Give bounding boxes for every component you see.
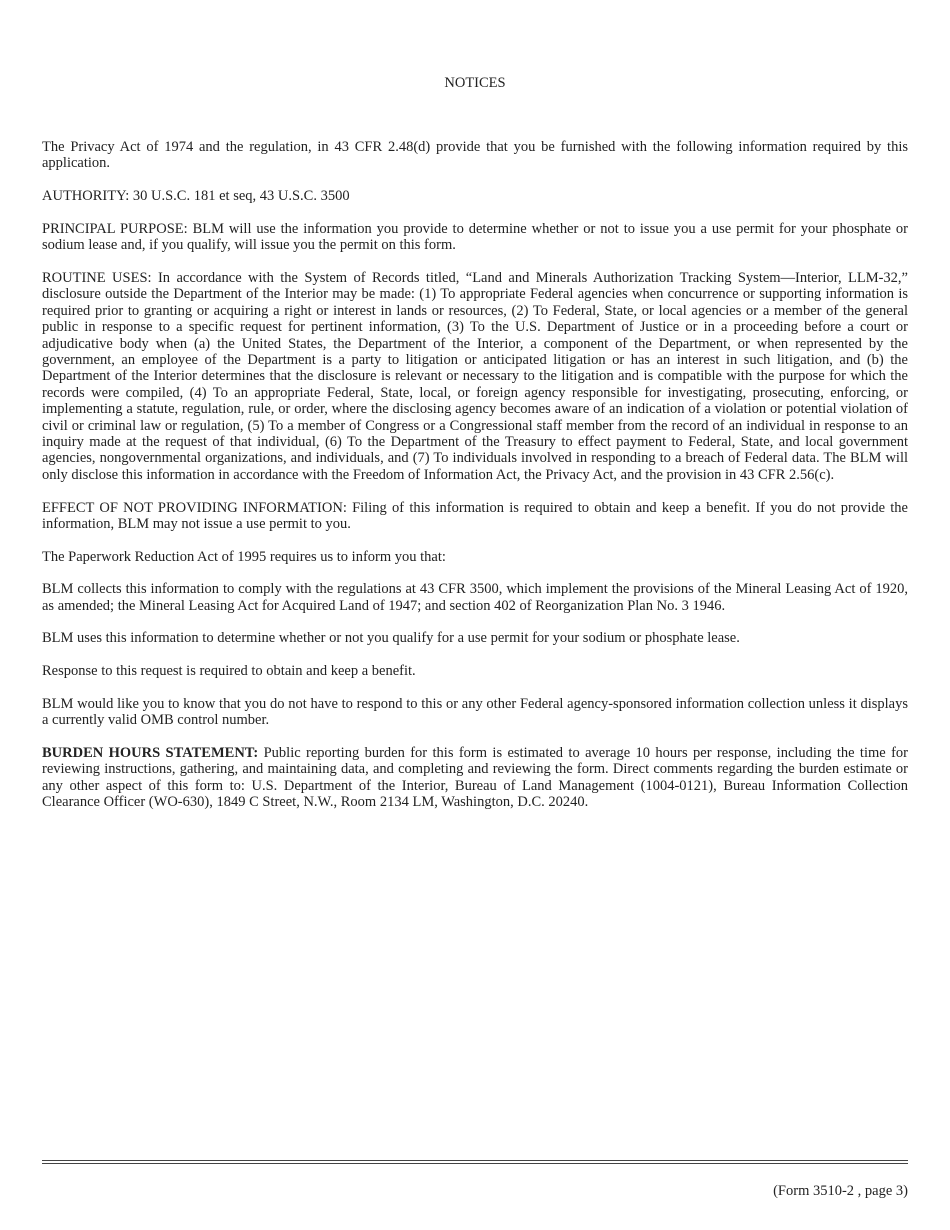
page-title: NOTICES: [444, 75, 506, 91]
privacy-act-intro-paragraph: The Privacy Act of 1974 and the regulation, in 43 CFR 2.48(d) provide that you be furnished with the following information required by this application.: [42, 139, 908, 172]
notices-body: [42, 139, 908, 827]
collection-purpose-paragraph: BLM collects this information to comply with the regulations at 43 CFR 3500, which implement the provisions of the Mineral Leasing Act of 1920, as amended; the Mineral Leasing Act for Acquired Land of 1947; and section 402 of Reorganization Plan No. 3 1946.: [42, 581, 908, 614]
form-page-number: (Form 3510-2 , page 3): [773, 1183, 908, 1199]
information-use-paragraph: BLM uses this information to determine whether or not you qualify for a use permit for your sodium or phosphate lease.: [42, 630, 740, 647]
principal-purpose-paragraph: PRINCIPAL PURPOSE: BLM will use the information you provide to determine whether or not to issue you a use permit for your phosphate or sodium lease and, if you qualify, will issue you the permit on this form.: [42, 220, 908, 254]
burden-hours-label: BURDEN HOURS STATEMENT:: [42, 744, 259, 761]
effect-of-not-providing-paragraph: EFFECT OF NOT PROVIDING INFORMATION: Filing of this information is required to obtain and keep a benefit. If you do not provide the information, BLM may not issue a use permit to you.: [42, 499, 908, 532]
burden-hours-paragraph: [42, 745, 908, 811]
routine-uses-paragraph: ROUTINE USES: In accordance with the System of Records titled, “Land and Minerals Authorization Tracking System—Interior, LLM-32,” disclosure outside the Department of the Interior may be made: (1) To appropriate Federal agencies when concurrence or supporting information is required prior to granting or acquiring a right or interest in lands or resources, (2) To Federal, State, or local agencies or a member of the general public in response to a specific request for pertinent information, (3) To the U.S. Department of Justice or in a proceeding before a court or adjudicative body when (a) the United States, the Department of the Interior, a component of the Department, or when represented by the government, an employee of the Department is a party to litigation or anticipated litigation or has an interest in such litigation, and (b) the Department of the Interior determines that the disclosure is relevant or necessary to the litigation and is compatible with the purpose for which the records were compiled, (4) To an appropriate Federal, State, local, or foreign agency responsible for investigating, prosecuting, enforcing, or implementing a statute, regulation, rule, or order, where the disclosing agency becomes aware of an indication of a violation or potential violation of civil or criminal law or regulation, (5) To a member of Congress or a Congressional staff member from the record of an individual in response to an inquiry made at the request of that individual, (6) To the Department of the Treasury to effect payment to Federal, State, and local government agencies, nongovernmental organizations, and individuals, and (7) To individuals involved in responding to a breach of Federal data. The BLM will only disclose this information in accordance with the Freedom of Information Act, the Privacy Act, and the provision in 43 CFR 2.56(c).: [42, 269, 908, 483]
authority-paragraph: AUTHORITY: 30 U.S.C. 181 et seq, 43 U.S.C. 3500: [42, 188, 350, 205]
footer-divider: [42, 1160, 908, 1164]
response-required-paragraph: Response to this request is required to obtain and keep a benefit.: [42, 663, 416, 680]
omb-control-notice-paragraph: BLM would like you to know that you do not have to respond to this or any other Federal agency-sponsored information collection unless it displays a currently valid OMB control number.: [42, 695, 908, 729]
paperwork-reduction-act-paragraph: The Paperwork Reduction Act of 1995 requires us to inform you that:: [42, 548, 446, 565]
burden-hours-text: Public reporting burden for this form is estimated to average 10 hours per response, including the time for reviewing instructions, gathering, and maintaining data, and completing and reviewing the form. Direct comments regarding the burden estimate or any other aspect of this form to: U.S. Department of the Interior, Bureau of Land Management (1004-0121), Bureau Information Collection Clearance Officer (WO-630), 1849 C Street, N.W., Room 2134 LM, Washington, D.C. 20240.: [42, 744, 908, 811]
